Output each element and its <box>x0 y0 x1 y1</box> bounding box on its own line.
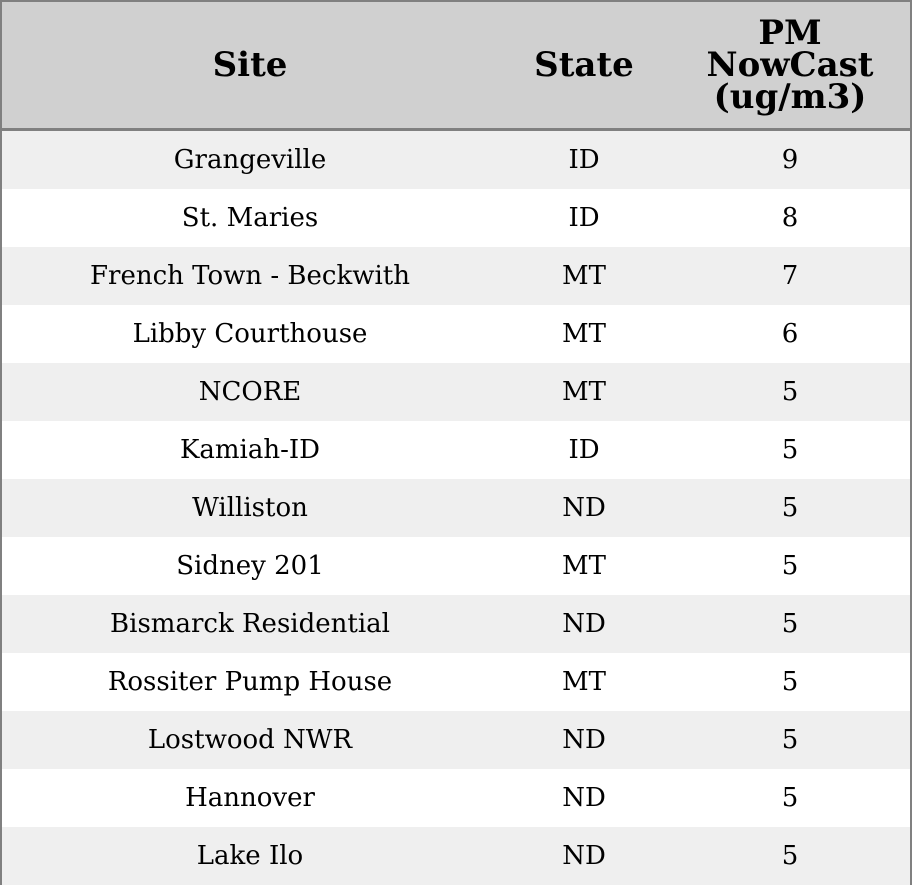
state-cell: MT <box>498 537 670 595</box>
site-cell: St. Maries <box>2 189 498 247</box>
state-cell: ND <box>498 479 670 537</box>
site-cell: Rossiter Pump House <box>2 653 498 711</box>
pm-value-cell: 5 <box>670 711 910 769</box>
table-row <box>2 130 910 190</box>
table-row <box>2 189 910 247</box>
state-cell: MT <box>498 305 670 363</box>
state-cell: ND <box>498 711 670 769</box>
site-cell: French Town - Beckwith <box>2 247 498 305</box>
table-row <box>2 305 910 363</box>
table-body <box>2 130 910 885</box>
site-cell: Bismarck Residential <box>2 595 498 653</box>
column-header-site <box>2 2 498 130</box>
state-cell: MT <box>498 363 670 421</box>
site-cell: Lake Ilo <box>2 827 498 885</box>
column-header-pm-line-3: (ug/m3) <box>713 77 867 117</box>
pm-value-cell: 5 <box>670 537 910 595</box>
site-cell: NCORE <box>2 363 498 421</box>
state-cell: ID <box>498 189 670 247</box>
column-header-pm-nowcast <box>670 2 910 130</box>
state-cell: MT <box>498 247 670 305</box>
column-header-site-label: Site <box>212 45 288 85</box>
pm-value-cell: 5 <box>670 363 910 421</box>
state-cell: ID <box>498 130 670 190</box>
column-header-state-label: State <box>534 45 634 85</box>
site-cell: Libby Courthouse <box>2 305 498 363</box>
state-cell: ND <box>498 595 670 653</box>
table-row <box>2 653 910 711</box>
site-cell: Sidney 201 <box>2 537 498 595</box>
column-header-state <box>498 2 670 130</box>
pm-value-cell: 6 <box>670 305 910 363</box>
site-cell: Williston <box>2 479 498 537</box>
table-row <box>2 537 910 595</box>
state-cell: MT <box>498 653 670 711</box>
site-cell: Kamiah-ID <box>2 421 498 479</box>
column-header-pm-line-2: NowCast <box>706 45 874 85</box>
site-cell: Hannover <box>2 769 498 827</box>
pm-value-cell: 9 <box>670 130 910 190</box>
state-cell: ID <box>498 421 670 479</box>
table-row <box>2 363 910 421</box>
state-cell: ND <box>498 827 670 885</box>
table-row <box>2 421 910 479</box>
pm-value-cell: 7 <box>670 247 910 305</box>
pm-value-cell: 8 <box>670 189 910 247</box>
pm-value-cell: 5 <box>670 595 910 653</box>
table-row <box>2 247 910 305</box>
pm-value-cell: 5 <box>670 827 910 885</box>
state-cell: ND <box>498 769 670 827</box>
pm-nowcast-table <box>2 2 910 885</box>
table-row <box>2 479 910 537</box>
table-row <box>2 827 910 885</box>
site-cell: Grangeville <box>2 130 498 190</box>
pm-value-cell: 5 <box>670 421 910 479</box>
table-header <box>2 2 910 130</box>
header-row <box>2 2 910 130</box>
table-row <box>2 711 910 769</box>
column-header-pm-line-1: PM <box>758 13 822 53</box>
site-cell: Lostwood NWR <box>2 711 498 769</box>
pm-value-cell: 5 <box>670 653 910 711</box>
table-row <box>2 769 910 827</box>
pm-value-cell: 5 <box>670 479 910 537</box>
table-row <box>2 595 910 653</box>
pm-value-cell: 5 <box>670 769 910 827</box>
